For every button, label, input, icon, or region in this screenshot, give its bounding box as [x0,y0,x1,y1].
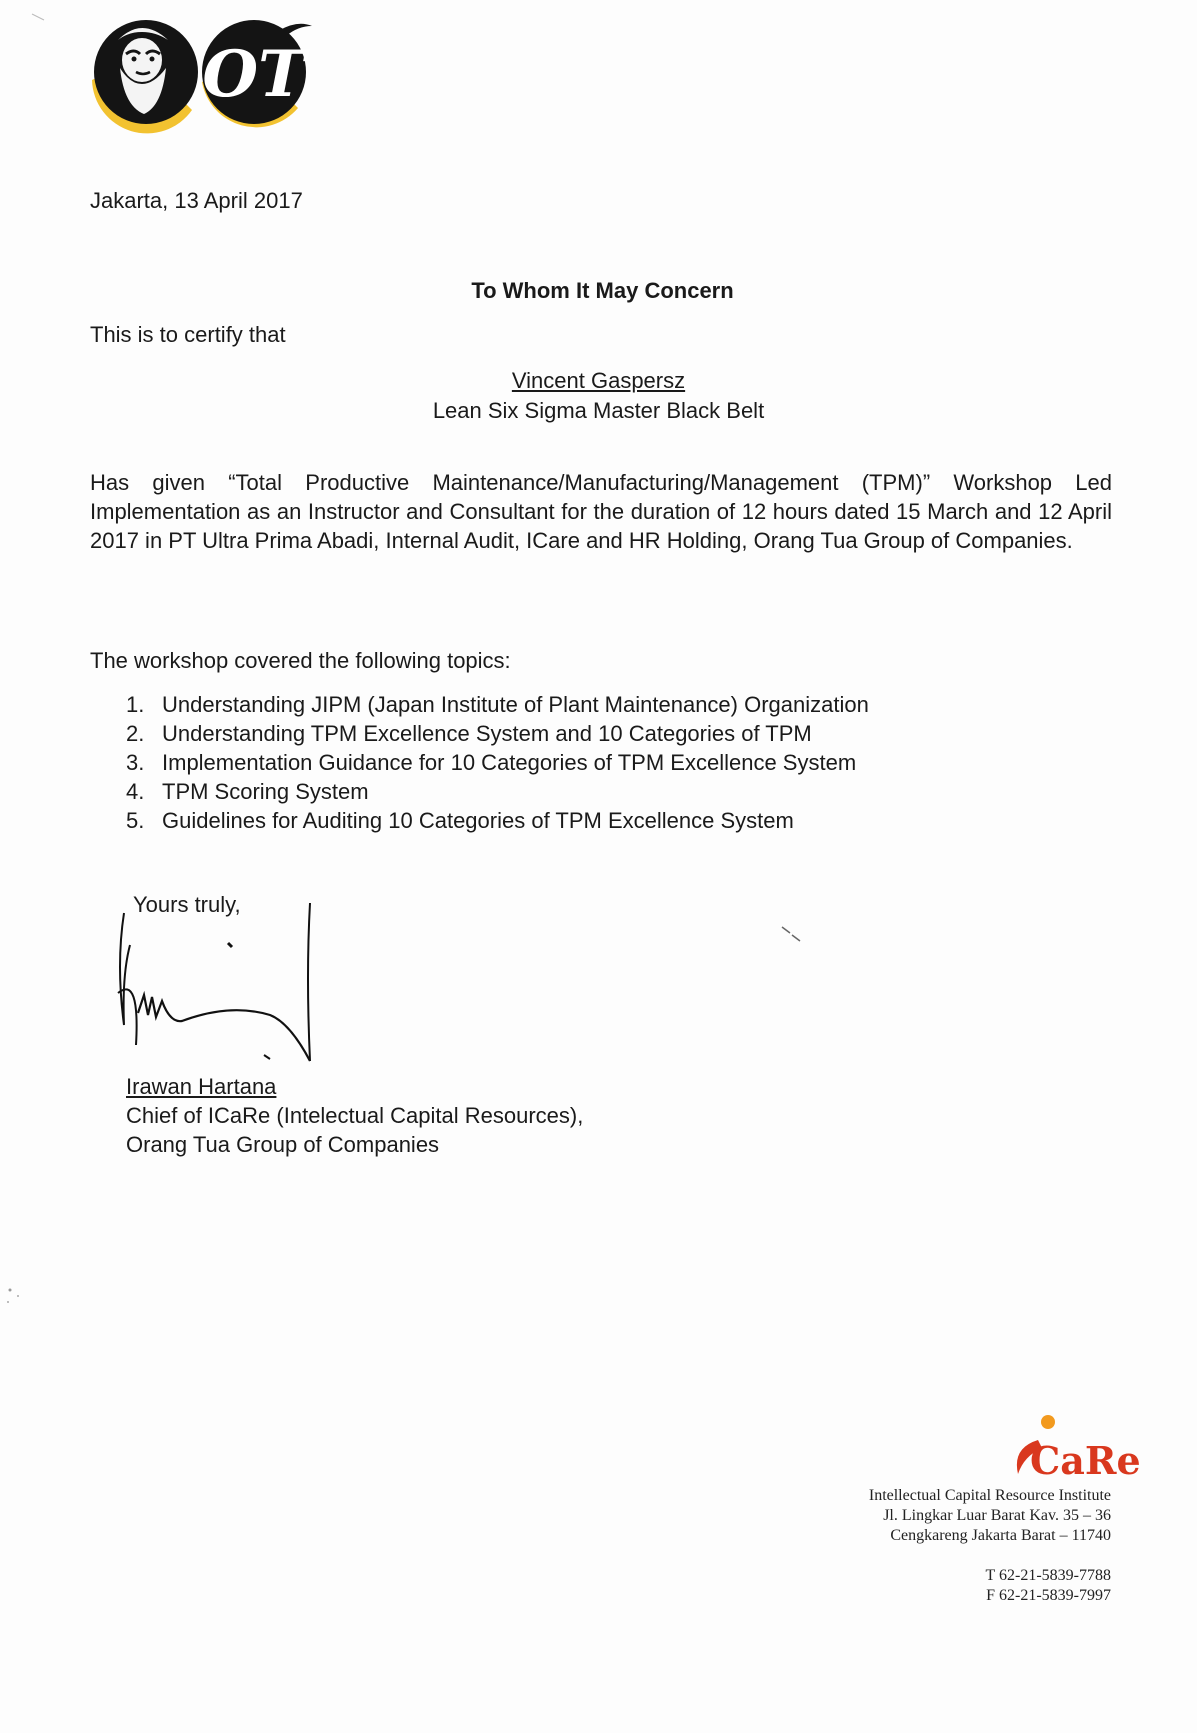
phone-number: T 62-21-5839-7788 [985,1567,1111,1584]
list-item-number: 1. [126,692,145,717]
body-paragraph: Has given “Total Productive Maintenance/Manufacturing/Management (TPM)” Workshop Led Implementation as an Instructor and Consultant for the duration of 12 hours dated 15 March and 12 April 2017 in PT Ultra Prima Abadi, Internal Audit, ICare and HR Holding, Orang Tua Group of Companies. [90,470,1112,553]
list-item-number: 4. [126,779,145,804]
footer-contact [986,1566,1111,1606]
address-line: Cengkareng Jakarta Barat – 11740 [890,1527,1111,1544]
list-item [126,806,869,835]
list-item-text: Implementation Guidance for 10 Categories of TPM Excellence System [162,750,857,775]
list-item-text: TPM Scoring System [162,779,369,804]
scan-speck [30,10,54,26]
letter-heading: To Whom It May Concern [471,278,734,303]
orang-tua-logo-icon [84,10,314,135]
address-line: Intellectual Capital Resource Institute [868,1487,1111,1504]
list-item [126,719,869,748]
person-name: Vincent Gaspersz [511,368,686,393]
scan-speck [780,925,820,949]
list-item-number: 5. [126,808,145,833]
letter-date: Jakarta, 13 April 2017 [90,188,303,213]
topics-intro: The workshop covered the following topics: [90,648,511,673]
icare-logo-icon [1008,1412,1148,1484]
address-line: Jl. Lingkar Luar Barat Kav. 35 – 36 [883,1507,1111,1524]
signer-name: Irawan Hartana [126,1074,277,1099]
list-item [126,777,869,806]
fax-number: F 62-21-5839-7997 [986,1587,1111,1604]
certify-line: This is to certify that [90,322,286,347]
list-item-number: 2. [126,721,145,746]
icare-logo-text: CaRe [1030,1438,1141,1483]
list-item-number: 3. [126,750,145,775]
signer-title: Chief of ICaRe (Intelectual Capital Resources), [126,1103,584,1128]
topics-list [126,690,869,835]
closing-salutation: Yours truly, [133,892,241,917]
signer-block [126,1072,583,1159]
ot-logo-text: OT [202,37,306,112]
list-item [126,690,869,719]
scan-speck [0,1280,40,1320]
list-item-text: Guidelines for Auditing 10 Categories of TPM Excellence System [162,808,794,833]
signer-organization: Orang Tua Group of Companies [126,1132,440,1157]
signature-icon [110,895,340,1070]
list-item [126,748,869,777]
footer-address [869,1486,1111,1546]
certified-person [0,366,1197,426]
person-title: Lean Six Sigma Master Black Belt [432,398,765,423]
list-item-text: Understanding TPM Excellence System and 10 Categories of TPM [162,721,812,746]
list-item-text: Understanding JIPM (Japan Institute of Plant Maintenance) Organization [162,692,869,717]
